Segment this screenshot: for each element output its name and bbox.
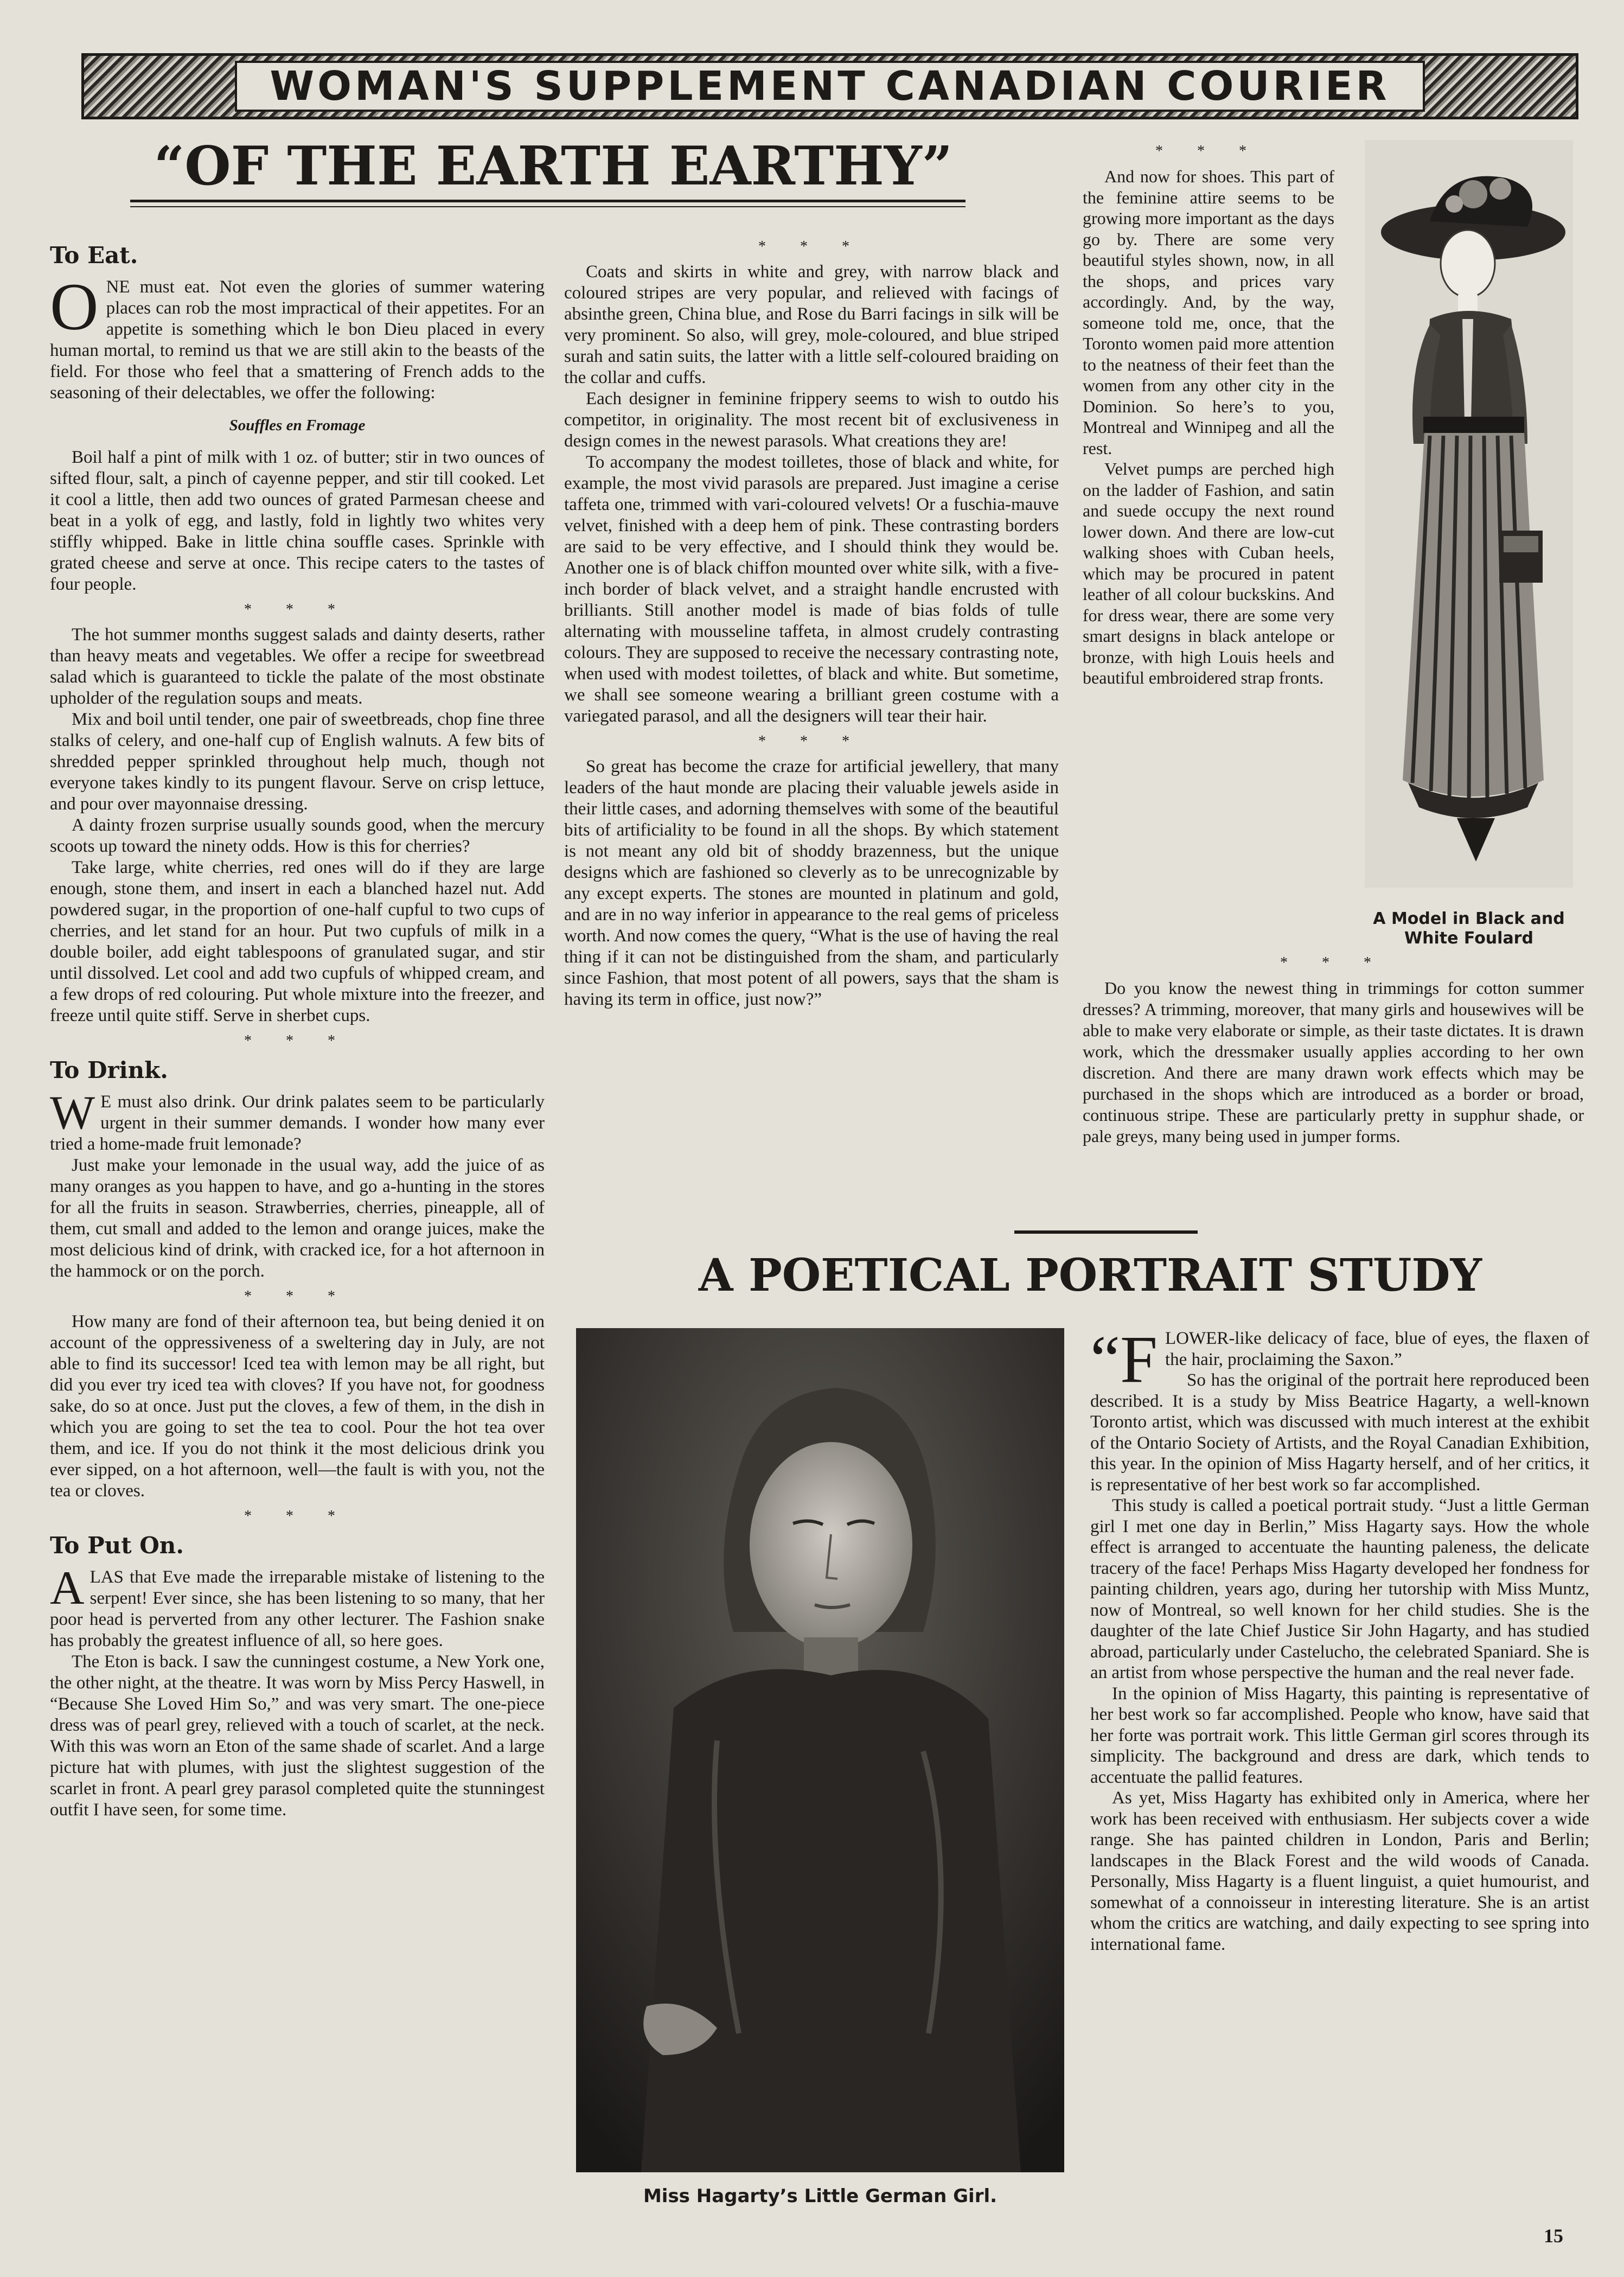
eat-intro-text: NE must eat. Not even the glories of summer watering places can rob the most impractical of their appetites. For an appetite is something which le bon Dieu placed in every human mortal, to remind us that we are still akin to the beasts of the field. For those who feel that a smattering of French adds to the seasoning of their delectables, we offer the following: [50,277,545,403]
put-on-intro [50,1562,545,1651]
drop-cap-o: O [50,270,99,344]
portrait-paragraph-4: As yet, Miss Hagarty has exhibited only in America, where her work has been received with enthusiasm. Her subjects cover a wide range. She has painted children in London, Paris and Berlin; landscapes in the Black Forest and the wild woods of Canada. Personally, Miss Hagarty is a fluent linguist, a quiet humourist, and somewhat of a connoisseur in interesting literature. She is an artist whom the critics are watching, and daily expecting to see spring into international fame. [1090,1788,1589,1954]
portrait-intro [1090,1322,1589,1396]
salad-paragraph: The hot summer months suggest salads and dainty deserts, rather than heavy meats and vegetables. We offer a recipe for sweetbread salad which is guaranteed to tickle the palate of the most obstinate upholder of the regulation soups and meats. [50,625,545,708]
souffle-paragraph: Boil half a pint of milk with 1 oz. of butter; stir in two ounces of sifted flour, salt, a pinch of cayenne pepper, and stir till cooked. Let it cool a little, then add two ounces of grated Parmesan cheese and beat in a yolk of egg, and lastly, fold in lightly two whites very stiffly whipped. Bake in little china souffle cases. Sprinkle with grated cheese and serve at once. This recipe caters to the tastes of four people. [50,448,545,594]
column-one [50,241,545,2237]
shoes-paragraph: And now for shoes. This part of the feminine attire seems to be growing more important as the days go by. There are some very beautiful styles shown, now, in all the shops, and prices vary accordingly. And, by the way, someone told me, once, that the Toronto women paid more attention to the neatness of their feet than the women from any other city in the Dominion. So here’s to you, Montreal and Winnipeg and all the rest. [1083,167,1334,458]
eton-paragraph: The Eton is back. I saw the cunningest costume, a New York one, the other night, at the theatre. It was worn by Miss Percy Haswell, in “Because She Loved Him So,” and was very smart. The one-piece dress was of pearl grey, relieved with a touch of scarlet, at the neck. With this was worn an Eton of the same shade of scarlet. And a large picture hat with plumes, with just the slightest suggestion of the scarlet in front. A pearl grey parasol completed quite the stunningest outfit I have seen, for some time. [50,1652,545,1820]
article-divider [1014,1230,1198,1234]
coats-paragraph: Coats and skirts in white and grey, with narrow black and coloured stripes are very popular, and relieved with facings of absinthe green, China blue, and Rose du Barri facings in silk will be very prominent. So also, will grey, mole-coloured, and blue striped surah and satin suits, the latter with a little self-coloured braiding on the collar and cuffs. [564,262,1059,387]
frozen-paragraph: A dainty frozen surprise usually sounds good, when the mercury scoots up toward the ninety odds. How is this for cherries? [50,815,545,856]
lemonade-paragraph: Just make your lemonade in the usual way, add the juice of as many oranges as you happen to have, and go a-hunting in the stores for all the fruits in season. Strawberries, cherries, pineapple, all of them, cut small and added to the lemon and orange juices, make the most delicious kind of drink, with cracked ice, for a hot afternoon in the hammock or on the porch. [50,1156,545,1281]
designer-paragraph: Each designer in feminine frippery seems to wish to outdo his competitor, in originality. The most recent bit of exclusiveness in design comes in the newest parasols. What creations they are! [564,389,1059,451]
column-two [564,232,1059,1209]
recipe-title: Souffles en Fromage [229,417,366,434]
portrait-paragraph-2: This study is called a poetical portrait study. “Just a little German girl I met one day in Berlin,” Miss Hagarty says. How the whole effect is arranged to accentuate the haunting paleness, the delicate tracery of the face! Perhaps Miss Hagarty developed her fondness for painting children, years ago, during her tutorship with Miss Muntz, now of Montreal, so well known for her child studies. She is the daughter of the late Chief Justice Sir John Hagarty, and has studied abroad, particularly under Castelucho, the celebrated Spaniard. She is an artist from whose perspective the human and the real never fade. [1090,1496,1589,1682]
open-quote-glyph: “ [1090,1322,1121,1396]
column-three [1083,137,1334,961]
open-quote-mark [1090,1322,1158,1396]
page-number: 15 [1544,2225,1563,2247]
iced-tea-paragraph: How many are fond of their afternoon tea, but being denied it on account of the oppressiveness of a sweltering day in July, are not able to find its successor! Iced tea with lemon may be all right, but did you ever try iced tea with cloves? If you have not, for goodness sake, do so at once. Just put the cloves, a few of them, in the dish in which you are going to set the tea to cool. Pour the hot tea over them, and ice. If you do not think it the most delicious drink you ever sipped, on a hot afternoon, well—the fault is with you, not the tea or cloves. [50,1312,545,1501]
portrait-article-column [1090,1322,1589,2229]
section-separator: * * * [244,601,350,618]
drink-intro [50,1087,545,1155]
put-on-intro-text: LAS that Eve made the irreparable mistake of listening to the serpent! Ever since, she has been listening to so many, that her poor head is perverted from any other lecturer. The Fashion snake has probably the greatest influence of all, so here goes. [50,1567,545,1650]
eat-intro [50,270,545,404]
jewellery-paragraph: So great has become the craze for artificial jewellery, that many leaders of the haut monde are placing their valuable jewels aside in their little cases, and adorning themselves with some of the beautiful bits of artificiality to be found in all the shops. By which statement is not meant any old bit of shoddy brazenness, but the unique designs which are fashioned so cleverly as to be unrecognizable by any except experts. The stones are mounted in platinum and gold, and are in no way inferior in appearance to the real gems of priceless worth. And now comes the query, “What is the use of having the real thing if it can not be distinguished from the sham, and particularly since Fashion, that most potent of all powers, says that the sham is having its term in office, just now?” [564,757,1059,1009]
drawn-work-paragraph: Do you know the newest thing in trimmings for cotton summer dresses? A trimming, moreover, that many girls and housewives will be able to make very elaborate or simple, as their taste dictates. It is drawn work, which the dressmaker usually applies according to her own discretion. And there are many drawn work effects which may be purchased in the shops which are introduced as a border or broad, continuous stripe. These are particularly pretty in supphur shade, or pale greys, many being used in jumper forms. [1083,978,1584,1146]
section-separator: * * * [244,1508,350,1525]
section-separator: * * * [758,733,865,750]
portrait-paragraph-1: So has the original of the portrait here reproduced been described. It is a study by Miss Beatrice Hagarty, a well-known Toronto artist, which was discussed with much interest at the exhibit of the Ontario Society of Artists, and the Royal Canadian Exhibition, this year. In the opinion of Miss Hagarty herself, and of her critics, it is representative of her best work so far accomplished. [1090,1370,1589,1495]
portrait-paragraph-3: In the opinion of Miss Hagarty, this painting is representative of her best work so far accomplished. People who know, have said that her forte was portrait work. This little German girl scores through its simplicity. The background and dress are dark, which tends to accentuate the pallid features. [1090,1683,1589,1787]
section-separator: * * * [758,238,865,255]
sweetbread-paragraph: Mix and boil until tender, one pair of sweetbreads, chop fine three stalks of celery, and one-half cup of English walnuts. A few bits of shredded pepper sprinkled throughout help much, though not everyone takes kindly to its pungent flavour. Serve on crisp lettuce, and pour over mayonnaise dressing. [50,710,545,814]
drop-cap-w: W [50,1087,95,1139]
portrait-intro-text: LOWER-like delicacy of face, blue of eyes, the flaxen of the hair, proclaiming the Saxon.” [1165,1329,1589,1369]
portrait-drawing [576,1328,1064,2172]
article-headline: “OF THE EARTH EARTHY” [154,135,953,197]
parasols-paragraph: To accompany the modest toilletes, those of black and white, for example, the most vivid parasols are prepared. Just imagine a cerise taffeta one, trimmed with vari-coloured velvets! Or a fuschia-mauve velvet, finished with a deep hem of pink. These contrasting borders are said to be very effective, and I should think they would be. Another one is of black chiffon mounted over white silk, with a five-inch border of black velvet, and a straight handle encrusted with brilliants. Still another model is made of bias folds of tulle alternating with mousseline taffeta, in almost crudely contrasting colours. They are supposed to receive the necessary contrasting note, when used with modest toilettes, of black and white. But sometime, we shall see someone wearing a brilliant green costume with a variegated parasol, and all the designers will tear their hair. [564,452,1059,726]
section-heading-put-on: To Put On. [50,1532,184,1559]
section-separator: * * * [244,1032,350,1049]
section-separator: * * * [1155,143,1262,160]
section-heading-drink: To Drink. [50,1057,168,1083]
headline-underline-thin [130,206,966,207]
supplement-banner [81,53,1578,119]
drop-cap-a: A [50,1562,85,1615]
headline-underline [130,200,966,202]
pumps-paragraph: Velvet pumps are perched high on the ladder of Fashion, and satin and suede occupy the next round lower down. And there are low-cut walking shoes with Cuban heels, which may be procured in patent leather of all colour buckskins. And for dress wear, there are some very smart designs in black antelope or bronze, with high Louis heels and beautiful embroidered strap fronts. [1083,459,1334,687]
portrait-headline: A POETICAL PORTRAIT STUDY [698,1249,1482,1302]
cherries-paragraph: Take large, white cherries, red ones will do if they are large enough, stone them, and insert in each a blanched hazel nut. Add powdered sugar, in the proportion of one-half cupful to two cups of cherries, and let stand for an hour. Put two cupfuls of milk in a double boiler, add eight tablespoons of granulated sugar, and stir until dissolved. Let cool and add two cupfuls of whipped cream, and a few drops of red colouring. Put whole mixture into the freezer, and freeze until quite stiff. Serve in sherbet cups. [50,858,545,1025]
fashion-model-illustration [1365,140,1573,888]
column-three-continued [1083,948,1584,1209]
fashion-model-caption: A Model in Black and White Foulard [1373,909,1565,948]
drink-intro-text: E must also drink. Our drink palates seem to be particularly urgent in their summer demands. I wonder how many ever tried a home-made fruit lemonade? [50,1092,545,1154]
portrait-painting [576,1328,1064,2172]
section-separator: * * * [1280,954,1386,971]
fashion-model-drawing [1365,140,1573,888]
portrait-caption: Miss Hagarty’s Little German Girl. [643,2185,998,2207]
section-separator: * * * [244,1288,350,1305]
section-heading-eat: To Eat. [50,242,138,269]
drop-cap-f: F [1120,1322,1158,1396]
banner-title: WOMAN'S SUPPLEMENT CANADIAN COURIER [235,61,1424,112]
